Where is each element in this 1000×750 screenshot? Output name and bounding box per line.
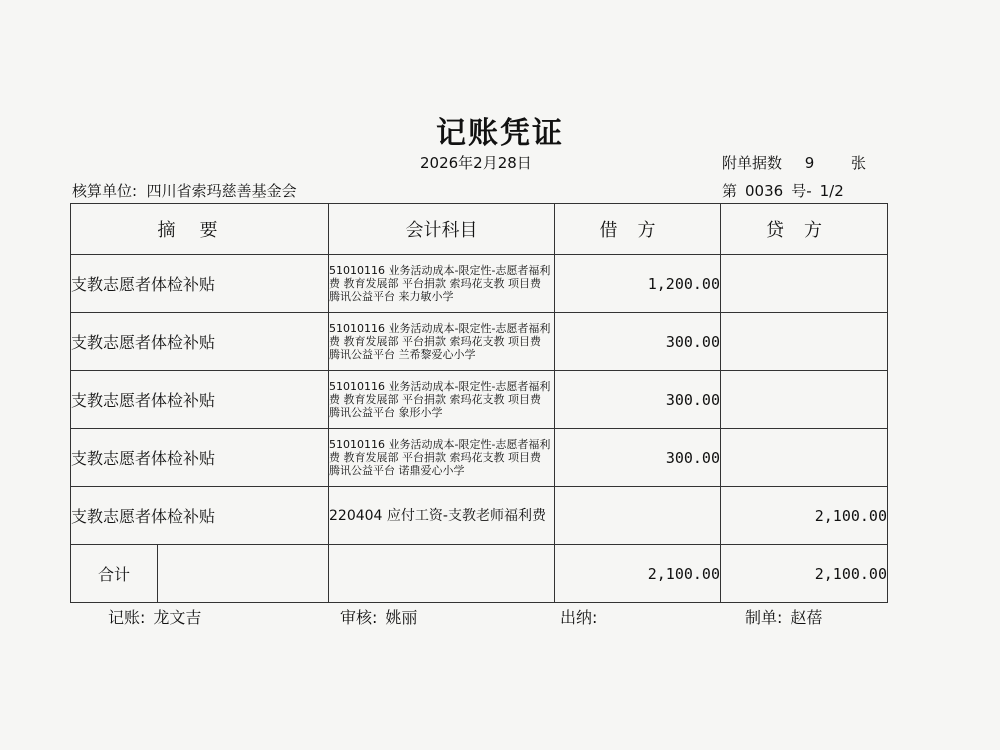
footer-reviewer bbox=[340, 605, 417, 628]
row-credit bbox=[721, 371, 888, 429]
table-row bbox=[71, 371, 888, 429]
voucher-number-line bbox=[722, 180, 852, 201]
unit-label: 核算单位: bbox=[72, 182, 138, 200]
row-credit: 2,100.00 bbox=[721, 487, 888, 545]
row-debit: 300.00 bbox=[555, 371, 721, 429]
attachment-label: 附单据数 bbox=[722, 154, 783, 172]
bookkeeper-label: 记账: bbox=[108, 608, 146, 627]
header-debit: 借方 bbox=[555, 204, 721, 255]
row-account: 51010116 业务活动成本-限定性-志愿者福利费 教育发展部 平台捐款 索玛花支教 项目费 腾讯公益平台 兰希黎爱心小学 bbox=[329, 313, 555, 371]
row-credit bbox=[721, 255, 888, 313]
table-row bbox=[71, 487, 888, 545]
voucher-suffix: 号- bbox=[791, 182, 812, 200]
table-row bbox=[71, 313, 888, 371]
reviewer-name: 姚丽 bbox=[385, 608, 418, 627]
total-row bbox=[71, 545, 888, 603]
voucher-page: 1/2 bbox=[819, 182, 844, 200]
reviewer-label: 审核: bbox=[340, 608, 378, 627]
voucher-table bbox=[70, 203, 888, 603]
total-blank bbox=[158, 545, 328, 602]
footer-cashier bbox=[560, 605, 605, 628]
cashier-label: 出纳: bbox=[560, 608, 598, 627]
row-credit bbox=[721, 429, 888, 487]
unit-name: 四川省索玛慈善基金会 bbox=[146, 182, 297, 200]
footer-preparer bbox=[745, 605, 822, 628]
row-credit bbox=[721, 313, 888, 371]
row-summary: 支教志愿者体检补贴 bbox=[71, 371, 329, 429]
bookkeeper-name: 龙文吉 bbox=[153, 608, 202, 627]
row-account: 51010116 业务活动成本-限定性-志愿者福利费 教育发展部 平台捐款 索玛花支教 项目费 腾讯公益平台 来力敏小学 bbox=[329, 255, 555, 313]
total-credit: 2,100.00 bbox=[721, 545, 888, 603]
row-account: 220404 应付工资-支教老师福利费 bbox=[329, 487, 555, 545]
row-debit: 300.00 bbox=[555, 313, 721, 371]
attachment-count-line bbox=[722, 152, 866, 173]
row-debit: 300.00 bbox=[555, 429, 721, 487]
attachment-count: 9 bbox=[804, 154, 815, 172]
accounting-unit bbox=[72, 180, 297, 201]
total-label: 合计 bbox=[71, 545, 158, 602]
header-account: 会计科目 bbox=[329, 204, 555, 255]
preparer-name: 赵蓓 bbox=[790, 608, 823, 627]
total-debit: 2,100.00 bbox=[555, 545, 721, 603]
preparer-label: 制单: bbox=[745, 608, 783, 627]
total-label-cell bbox=[71, 545, 329, 603]
header-summary: 摘要 bbox=[71, 204, 329, 255]
attachment-unit: 张 bbox=[851, 154, 867, 172]
row-debit bbox=[555, 487, 721, 545]
header-credit: 贷方 bbox=[721, 204, 888, 255]
voucher-prefix: 第 bbox=[722, 182, 738, 200]
row-summary: 支教志愿者体检补贴 bbox=[71, 429, 329, 487]
total-account-blank bbox=[329, 545, 555, 603]
table-row bbox=[71, 255, 888, 313]
row-summary: 支教志愿者体检补贴 bbox=[71, 487, 329, 545]
table-row bbox=[71, 429, 888, 487]
voucher-title: 记账凭证 bbox=[436, 116, 564, 151]
row-summary: 支教志愿者体检补贴 bbox=[71, 313, 329, 371]
row-account: 51010116 业务活动成本-限定性-志愿者福利费 教育发展部 平台捐款 索玛花支教 项目费 腾讯公益平台 诺鼎爱心小学 bbox=[329, 429, 555, 487]
row-summary: 支教志愿者体检补贴 bbox=[71, 255, 329, 313]
voucher-number: 0036 bbox=[745, 182, 784, 200]
row-account: 51010116 业务活动成本-限定性-志愿者福利费 教育发展部 平台捐款 索玛花支教 项目费 腾讯公益平台 象形小学 bbox=[329, 371, 555, 429]
row-debit: 1,200.00 bbox=[555, 255, 721, 313]
footer-bookkeeper bbox=[108, 605, 201, 628]
voucher-date: 2026年2月28日 bbox=[420, 154, 532, 172]
